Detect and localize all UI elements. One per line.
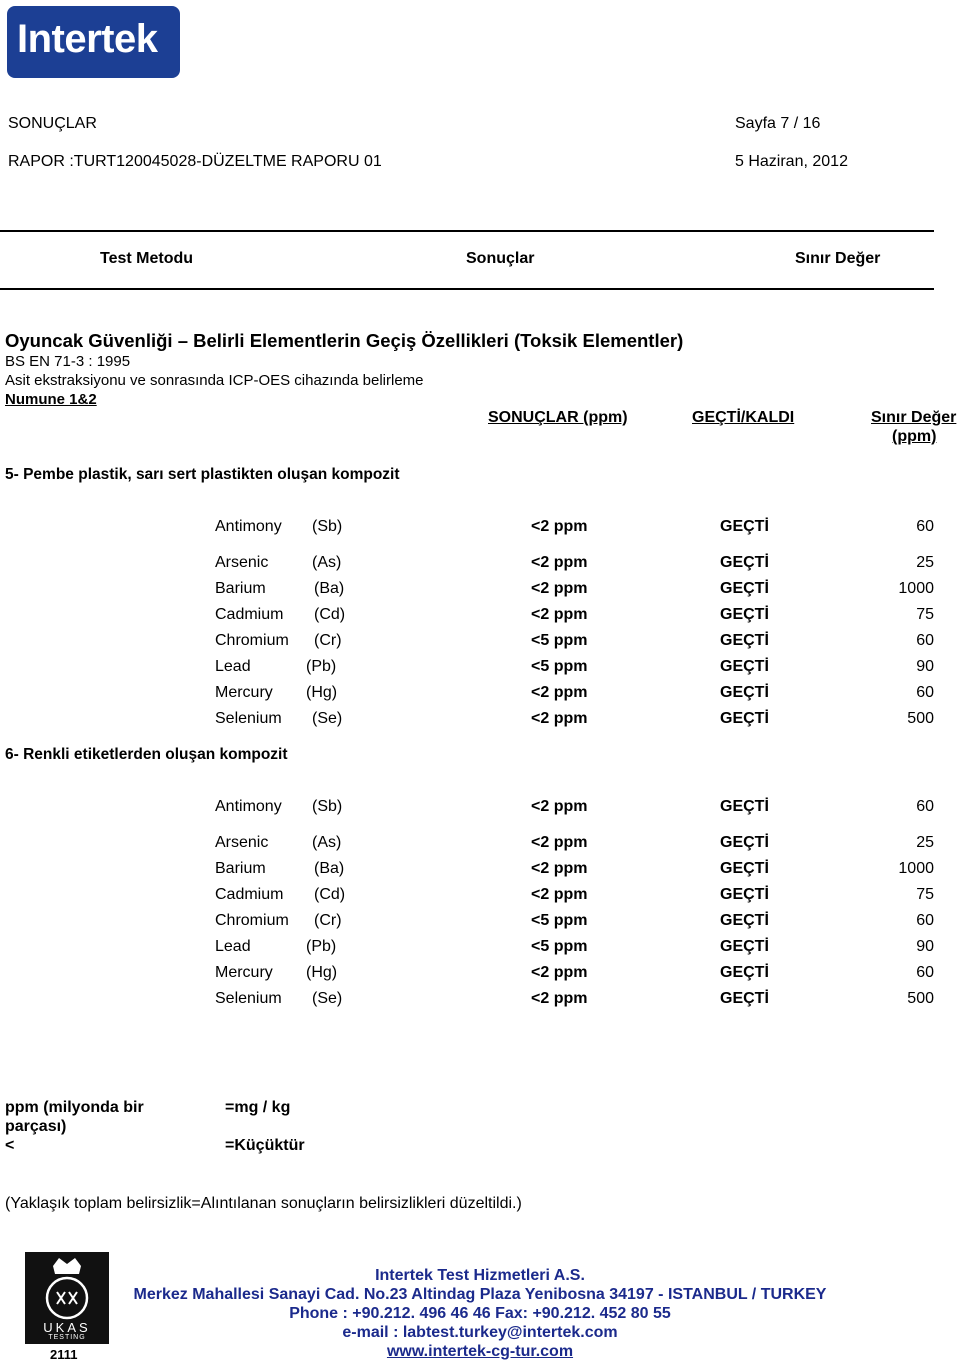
table-row: [0, 710, 960, 730]
element-name: Selenium: [215, 990, 282, 1007]
result-value: <5 ppm: [531, 938, 588, 955]
element-symbol: (Pb): [306, 938, 337, 955]
result-value: <2 ppm: [531, 606, 588, 623]
limit-value: 1000: [898, 580, 934, 597]
limit-value: 60: [916, 518, 934, 535]
result-value: <2 ppm: [531, 518, 588, 535]
divider-top: [0, 230, 934, 232]
table-row: [0, 798, 960, 818]
limit-value: 60: [916, 684, 934, 701]
limit-value: 90: [916, 938, 934, 955]
element-name: Antimony: [215, 518, 282, 535]
footer-website-link[interactable]: www.intertek-cg-tur.com: [386, 1343, 574, 1360]
limit-value: 90: [916, 658, 934, 675]
element-name: Chromium: [215, 632, 289, 649]
table-row: [0, 990, 960, 1010]
pass-status: GEÇTİ: [720, 860, 769, 877]
element-name: Barium: [215, 580, 266, 597]
pass-status: GEÇTİ: [720, 912, 769, 929]
element-symbol: (Ba): [314, 580, 345, 597]
subheader-limit-unit: (ppm): [892, 428, 937, 445]
element-name: Antimony: [215, 798, 282, 815]
pass-status: GEÇTİ: [720, 606, 769, 623]
limit-value: 60: [916, 798, 934, 815]
section-title: Oyuncak Güvenliği – Belirli Elementlerin Geçiş Özellikleri (Toksik Elementler): [5, 330, 684, 351]
element-name: Mercury: [215, 684, 273, 701]
limit-value: 60: [916, 964, 934, 981]
result-value: <2 ppm: [531, 798, 588, 815]
limit-value: 75: [916, 606, 934, 623]
pass-status: GEÇTİ: [720, 518, 769, 535]
element-symbol: (Cr): [314, 632, 342, 649]
result-value: <5 ppm: [531, 632, 588, 649]
pass-status: GEÇTİ: [720, 632, 769, 649]
element-name: Cadmium: [215, 606, 284, 623]
divider-bottom: [0, 288, 934, 290]
table-row: [0, 834, 960, 854]
subheader-limit: Sınır Değer: [871, 409, 957, 426]
uncertainty-note: (Yaklaşık toplam belirsizlik=Alıntılanan sonuçların belirsizlikleri düzeltildi.): [5, 1195, 522, 1212]
element-symbol: (Se): [312, 990, 343, 1007]
pass-status: GEÇTİ: [720, 710, 769, 727]
footer-address: Merkez Mahallesi Sanayi Cad. No.23 Altindag Plaza Yenibosna 34197 - ISTANBUL / TURKEY: [133, 1286, 827, 1303]
result-value: <2 ppm: [531, 886, 588, 903]
report-date: 5 Haziran, 2012: [735, 153, 848, 170]
header-results-label: SONUÇLAR: [8, 115, 97, 132]
result-value: <5 ppm: [531, 912, 588, 929]
limit-value: 25: [916, 554, 934, 571]
element-symbol: (Se): [312, 710, 343, 727]
pass-status: GEÇTİ: [720, 990, 769, 1007]
element-symbol: (As): [312, 554, 342, 571]
table-row: [0, 554, 960, 574]
limit-value: 500: [907, 710, 934, 727]
ukas-number: 2111: [50, 1347, 78, 1362]
element-name: Selenium: [215, 710, 282, 727]
ukas-label: UKAS: [43, 1320, 91, 1335]
limit-value: 500: [907, 990, 934, 1007]
element-name: Cadmium: [215, 886, 284, 903]
pass-status: GEÇTİ: [720, 798, 769, 815]
page-number: Sayfa 7 / 16: [735, 115, 821, 132]
table-row: [0, 684, 960, 704]
section-sample: Numune 1&2: [5, 391, 97, 408]
logo-text: Intertek: [17, 17, 158, 61]
element-symbol: (Ba): [314, 860, 345, 877]
element-name: Arsenic: [215, 834, 269, 851]
pass-status: GEÇTİ: [720, 580, 769, 597]
pass-status: GEÇTİ: [720, 886, 769, 903]
section-standard: BS EN 71-3 : 1995: [5, 353, 131, 370]
pass-status: GEÇTİ: [720, 964, 769, 981]
group-title: 5- Pembe plastik, sarı sert plastikten oluşan kompozit: [5, 466, 400, 483]
group-title: 6- Renkli etiketlerden oluşan kompozit: [5, 746, 288, 763]
legend-lt-definition: =Küçüktür: [225, 1137, 305, 1154]
element-name: Chromium: [215, 912, 289, 929]
limit-value: 60: [916, 912, 934, 929]
ukas-sublabel: TESTING: [48, 1334, 86, 1341]
table-row: [0, 606, 960, 626]
column-method: Test Metodu: [100, 250, 194, 267]
result-value: <2 ppm: [531, 834, 588, 851]
pass-status: GEÇTİ: [720, 658, 769, 675]
element-name: Lead: [215, 938, 251, 955]
element-symbol: (Cr): [314, 912, 342, 929]
result-value: <2 ppm: [531, 684, 588, 701]
table-row: [0, 658, 960, 678]
result-value: <2 ppm: [531, 990, 588, 1007]
table-row: [0, 886, 960, 906]
column-limit: Sınır Değer: [795, 250, 881, 267]
element-symbol: (Pb): [306, 658, 337, 675]
element-symbol: (Hg): [306, 964, 338, 981]
report-number: RAPOR :TURT120045028-DÜZELTME RAPORU 01: [8, 153, 382, 170]
column-results: Sonuçlar: [466, 250, 535, 267]
footer-phone: Phone : +90.212. 496 46 46 Fax: +90.212. 452 80 55: [289, 1305, 671, 1322]
pass-status: GEÇTİ: [720, 684, 769, 701]
element-symbol: (Cd): [314, 606, 346, 623]
legend-ppm-cont: parçası): [5, 1118, 67, 1135]
result-value: <5 ppm: [531, 658, 588, 675]
table-row: [0, 938, 960, 958]
element-symbol: (Cd): [314, 886, 346, 903]
table-row: [0, 518, 960, 538]
result-value: <2 ppm: [531, 710, 588, 727]
subheader-pass-fail: GEÇTİ/KALDI: [692, 409, 795, 426]
element-name: Lead: [215, 658, 251, 675]
limit-value: 1000: [898, 860, 934, 877]
result-value: <2 ppm: [531, 554, 588, 571]
result-value: <2 ppm: [531, 860, 588, 877]
table-row: [0, 632, 960, 652]
legend-ppm: ppm (milyonda bir: [5, 1099, 144, 1116]
intertek-logo: [7, 6, 180, 78]
element-symbol: (As): [312, 834, 342, 851]
legend-ppm-definition: =mg / kg: [225, 1099, 291, 1116]
result-value: <2 ppm: [531, 964, 588, 981]
footer-email: e-mail : labtest.turkey@intertek.com: [342, 1324, 618, 1341]
limit-value: 25: [916, 834, 934, 851]
table-row: [0, 964, 960, 984]
element-symbol: (Sb): [312, 798, 343, 815]
element-symbol: (Sb): [312, 518, 343, 535]
element-symbol: (Hg): [306, 684, 338, 701]
limit-value: 75: [916, 886, 934, 903]
footer-company: Intertek Test Hizmetleri A.S.: [375, 1267, 585, 1284]
pass-status: GEÇTİ: [720, 554, 769, 571]
table-row: [0, 860, 960, 880]
pass-status: GEÇTİ: [720, 834, 769, 851]
limit-value: 60: [916, 632, 934, 649]
element-name: Arsenic: [215, 554, 269, 571]
table-row: [0, 912, 960, 932]
result-value: <2 ppm: [531, 580, 588, 597]
pass-status: GEÇTİ: [720, 938, 769, 955]
element-name: Mercury: [215, 964, 273, 981]
subheader-results: SONUÇLAR (ppm): [488, 409, 628, 426]
table-row: [0, 580, 960, 600]
section-method: Asit ekstraksiyonu ve sonrasında ICP-OES cihazında belirleme: [5, 372, 424, 389]
legend-lt: <: [5, 1137, 15, 1154]
element-name: Barium: [215, 860, 266, 877]
